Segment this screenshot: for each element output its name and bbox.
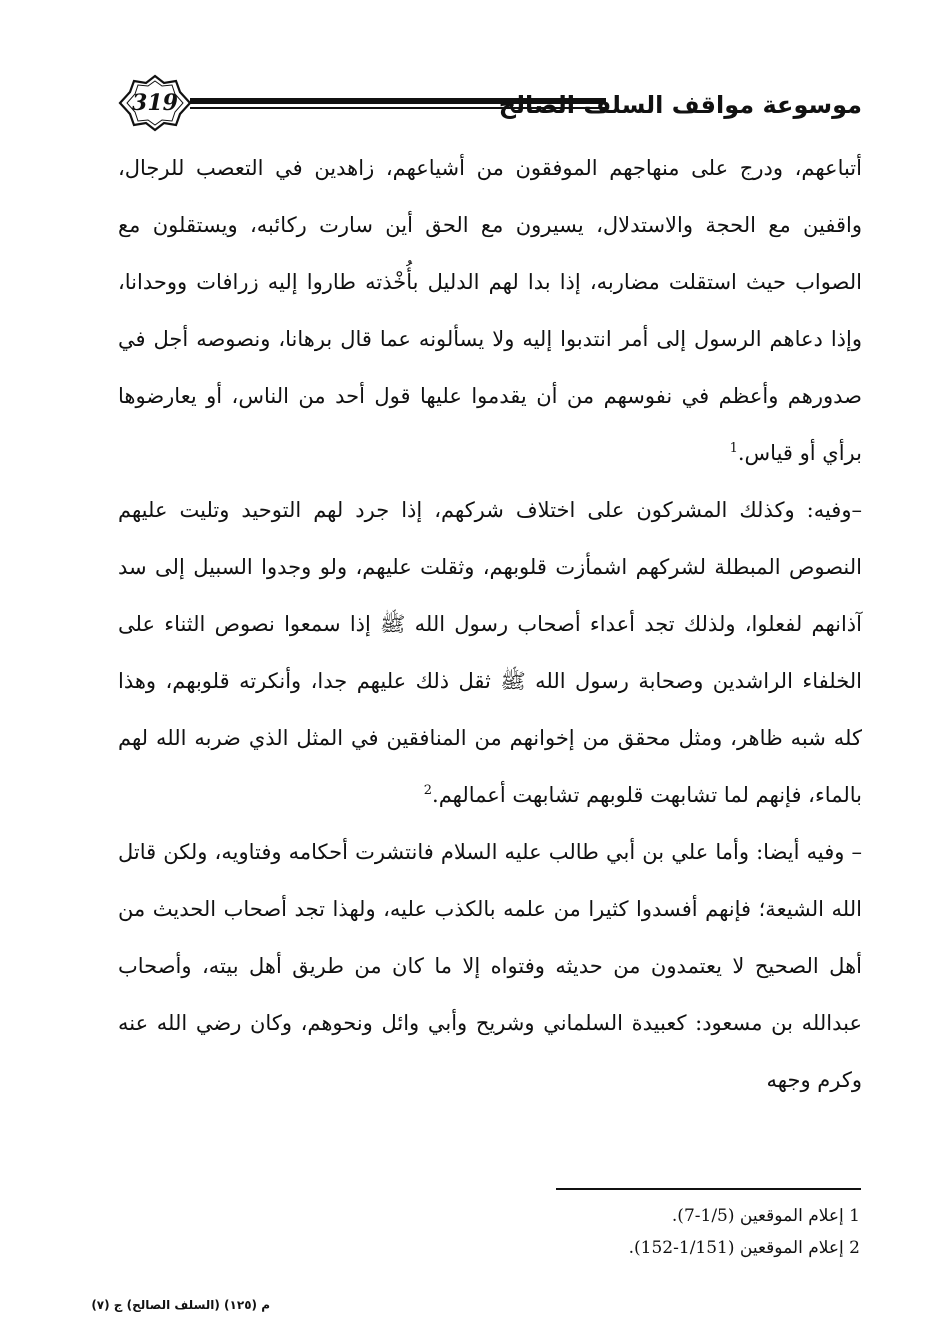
footnote-separator — [556, 1188, 861, 1190]
footnote — [400, 1232, 860, 1264]
paragraph-text: –وفيه: وكذلك المشركون على اختلاف شركهم، إذا جرد لهم التوحيد وتليت عليهم النصوص المبطلة لشركهم اشمأزت قلوبهم، وثقلت عليهم، ولو وجدوا السبيل إلى سد آذانهم لفعلوا، ولذلك تجد أعداء أصحاب رسول الله ﷺ إذا سمعوا نصوص الثناء على الخلفاء الراشدين وصحابة رسول الله ﷺ ثقل ذلك عليهم جدا، وأنكرته قلوبهم، وهذا كله شبه ظاهر، ومثل محقق من إخوانهم من المنافقين في المثل الذي ضربه الله لهم بالماء، فإنهم لما تشابهت قلوبهم تشابهت أعمالهم. — [118, 498, 862, 807]
footnote-number: 2 — [849, 1238, 860, 1258]
page-header — [118, 66, 862, 142]
paragraph-text: أتباعهم، ودرج على منهاجهم الموفقون من أشياعهم، زاهدين في التعصب للرجال، واقفين مع الحجة والاستدلال، يسيرون مع الحق أين سارت ركائبه، ويستقلون مع الصواب حيث استقلت مضاربه، إذا بدا لهم الدليل بأُخْذته طاروا إليه زرافات ووحدانا، وإذا دعاهم الرسول إلى أمر انتدبوا إليه ولا يسألونه عما قال برهانا، ونصوصه أجل في صدورهم وأعظم في نفوسهم من أن يقدموا عليها قول أحد من الناس، أو يعارضوها برأي أو قياس. — [118, 156, 862, 465]
book-title: موسوعة مواقف السلف الصالح — [498, 91, 862, 119]
footnotes — [400, 1200, 860, 1264]
footnote-ref: 2 — [423, 783, 433, 798]
page-number-badge — [118, 74, 192, 132]
footnote-number: 1 — [849, 1206, 860, 1226]
footnote-ref: 1 — [729, 441, 738, 456]
footnote-text: إعلام الموقعين (1/151-152). — [628, 1238, 844, 1258]
paragraph — [118, 140, 862, 482]
printer-signature: م (١٢٥) (السلف الصالح) ج (٧) — [91, 1298, 270, 1312]
footnote — [400, 1200, 860, 1232]
footnote-text: إعلام الموقعين (1/5-7). — [671, 1206, 844, 1226]
page-number: 319 — [132, 90, 178, 116]
main-text — [118, 140, 862, 1109]
paragraph-text: – وفيه أيضا: وأما علي بن أبي طالب عليه السلام فانتشرت أحكامه وفتاويه، ولكن قاتل الله الشيعة؛ فإنهم أفسدوا كثيرا من علمه بالكذب عليه، ولهذا تجد أصحاب الحديث من أهل الصحيح لا يعتمدون من حديثه وفتواه إلا ما كان من طريق أهل بيته، وأصحاب عبدالله بن مسعود: كعبيدة السلماني وشريح وأبي وائل ونحوهم، وكان رضي الله عنه وكرم وجهه — [118, 840, 862, 1092]
paragraph — [118, 482, 862, 824]
paragraph — [118, 824, 862, 1109]
